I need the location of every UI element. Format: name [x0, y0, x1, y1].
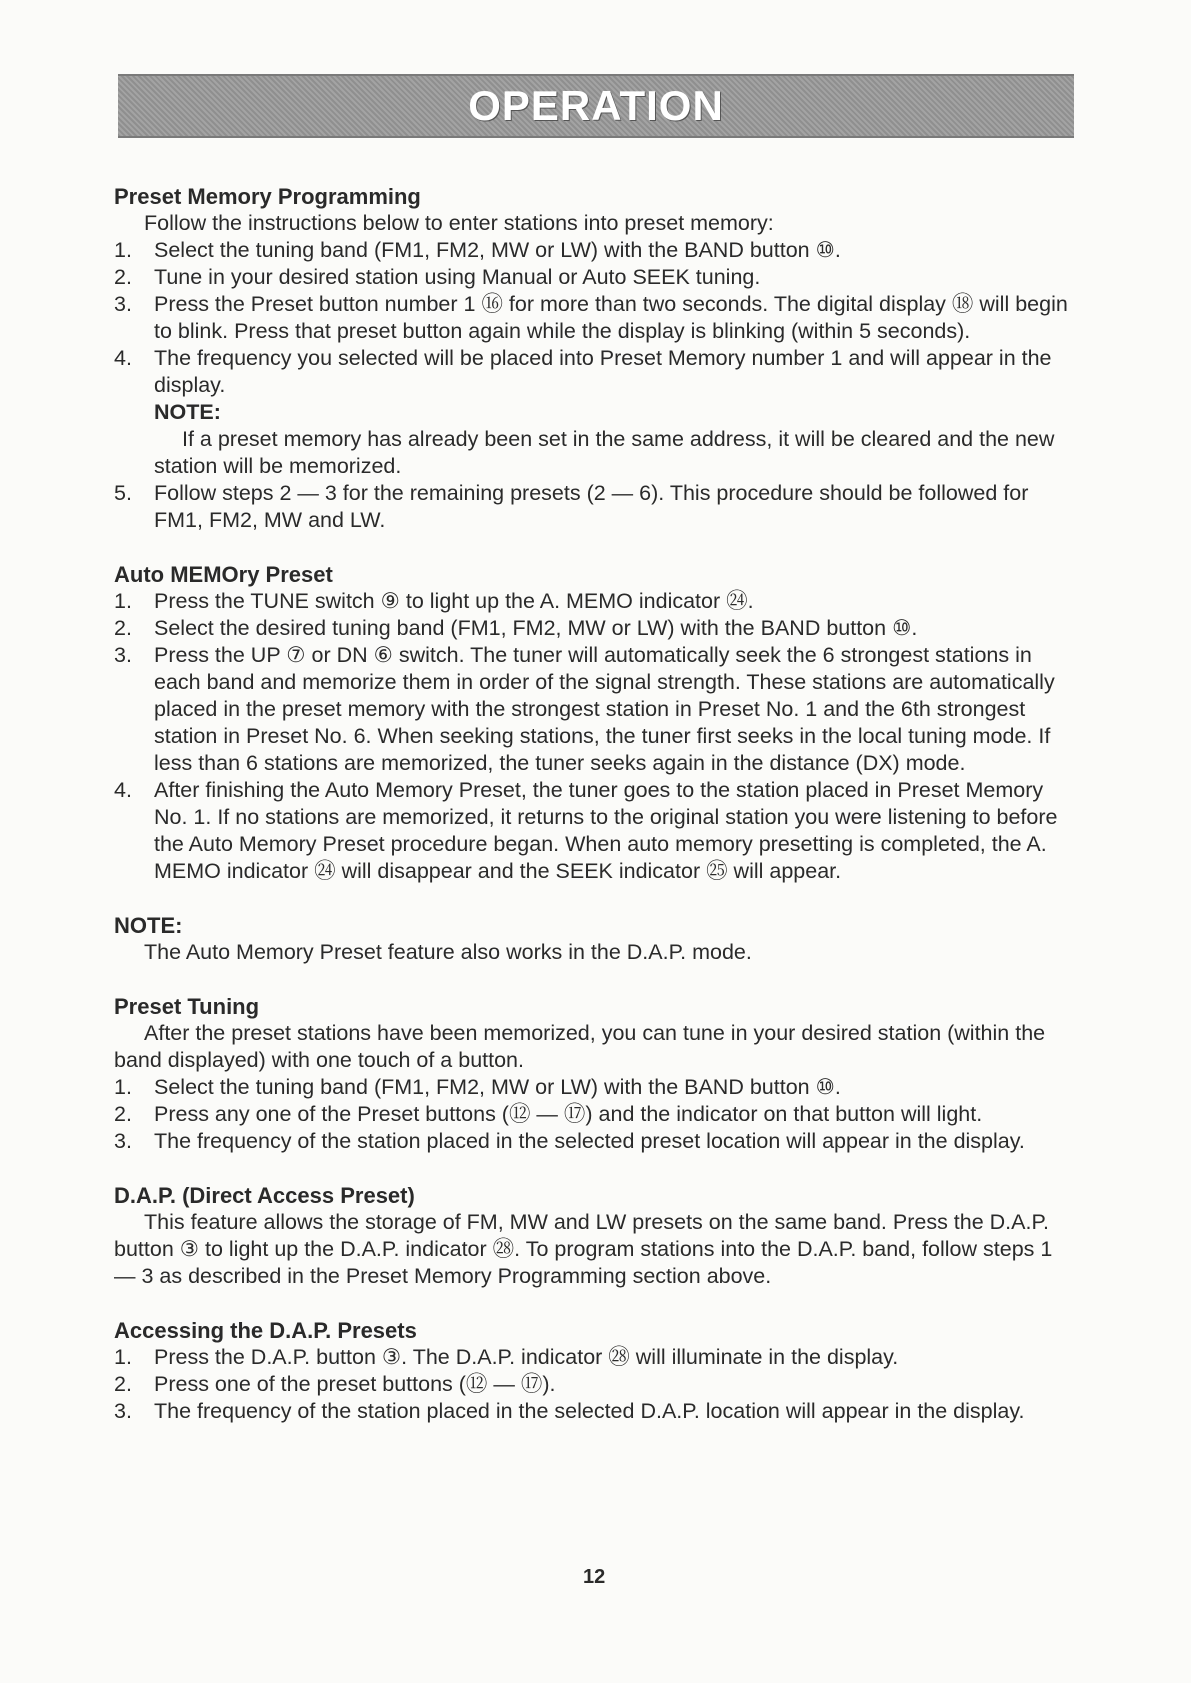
list-item: 4. After finishing the Auto Memory Preset, the tuner goes to the station placed in Preset Memory No. 1. If no stations are memorized, it returns to the original station you were listening to before the Auto Memory Preset procedure began. When auto memory presetting is completed, the A. MEMO indicator ㉔ will disappear and the SEEK indicator ㉕ will appear. — [114, 778, 1058, 883]
section-auto-memory-preset — [114, 561, 1074, 885]
section-heading: Preset Memory Programming — [114, 184, 421, 209]
step-text: Select the tuning band (FM1, FM2, MW or LW) with the BAND button ⑩. — [154, 238, 841, 262]
list-item: 1. Select the tuning band (FM1, FM2, MW or LW) with the BAND button ⑩. — [114, 238, 841, 262]
step-text: Press the D.A.P. button ③. The D.A.P. indicator ㉘ will illuminate in the display. — [154, 1345, 899, 1369]
step-text: Press one of the preset buttons (⑫ — ⑰). — [154, 1372, 556, 1396]
list-item: 1. Press the TUNE switch ⑨ to light up the A. MEMO indicator ㉔. — [114, 589, 754, 613]
section-note — [114, 912, 1074, 966]
list-item: 3. The frequency of the station placed in the selected D.A.P. location will appear in the display. — [114, 1399, 1025, 1423]
section-intro: After the preset stations have been memorized, you can tune in your desired station (within the band displayed) with one touch of a button. — [114, 1021, 1046, 1072]
section-intro: Follow the instructions below to enter stations into preset memory: — [144, 211, 774, 235]
section-text: This feature allows the storage of FM, MW and LW presets on the same band. Press the D.A.P. button ③ to light up the D.A.P. indicator ㉘. To program stations into the D.A.P. band, follow steps 1 — 3 as described in the Preset Memory Programming section above. — [114, 1210, 1053, 1288]
page-title: OPERATION — [468, 82, 724, 129]
section-preset-tuning — [114, 993, 1074, 1155]
note-label: NOTE: — [154, 400, 221, 424]
step-text: Select the desired tuning band (FM1, FM2, MW or LW) with the BAND button ⑩. — [154, 616, 918, 640]
list-item: 4. The frequency you selected will be placed into Preset Memory number 1 and will appear in the display. NOTE: If a preset memory has already been set in the same address, it will be cleared and the new station will be memorized. — [114, 345, 1074, 480]
step-text: Press the UP ⑦ or DN ⑥ switch. The tuner will automatically seek the 6 strongest stations in each band and memorize them in order of the signal strength. These stations are automatically placed in the preset memory with the strongest station in Preset No. 1 and the 6th strongest station in Preset No. 6. When seeking stations, the tuner first seeks in the local tuning mode. If less than 6 stations are memorized, the tuner seeks again in the distance (DX) mode. — [154, 643, 1055, 775]
note-heading: NOTE: — [114, 913, 183, 938]
list-item: 1. Press the D.A.P. button ③. The D.A.P. indicator ㉘ will illuminate in the display. — [114, 1345, 899, 1369]
header-banner — [118, 74, 1074, 138]
list-item: 2. Tune in your desired station using Manual or Auto SEEK tuning. — [114, 265, 761, 289]
note-text: The Auto Memory Preset feature also works in the D.A.P. mode. — [144, 940, 752, 964]
list-item: 2. Press any one of the Preset buttons (⑫ — ⑰) and the indicator on that button will light. — [114, 1102, 983, 1126]
section-heading: Accessing the D.A.P. Presets — [114, 1318, 417, 1343]
section-accessing-dap — [114, 1317, 1074, 1425]
step-list — [114, 1344, 1074, 1425]
step-text: Follow steps 2 — 3 for the remaining presets (2 — 6). This procedure should be followed for FM1, FM2, MW and LW. — [154, 481, 1029, 532]
step-text: The frequency of the station placed in the selected D.A.P. location will appear in the display. — [154, 1399, 1025, 1423]
section-heading: Auto MEMOry Preset — [114, 562, 333, 587]
list-item: 3. Press the UP ⑦ or DN ⑥ switch. The tuner will automatically seek the 6 strongest stations in each band and memorize them in order of the signal strength. These stations are automatically placed in the preset memory with the strongest station in Preset No. 1 and the 6th strongest station in Preset No. 6. When seeking stations, the tuner first seeks in the local tuning mode. If less than 6 stations are memorized, the tuner seeks again in the distance (DX) mode. — [114, 643, 1055, 775]
list-item: 2. Press one of the preset buttons (⑫ — ⑰). — [114, 1372, 556, 1396]
step-text: The frequency you selected will be placed into Preset Memory number 1 and will appear in the display. — [154, 346, 1052, 397]
step-text: After finishing the Auto Memory Preset, the tuner goes to the station placed in Preset Memory No. 1. If no stations are memorized, it returns to the original station you were listening to before the Auto Memory Preset procedure began. When auto memory presetting is completed, the A. MEMO indicator ㉔ will disappear and the SEEK indicator ㉕ will appear. — [154, 778, 1058, 883]
step-list — [114, 237, 1074, 534]
step-list — [114, 1074, 1074, 1155]
step-text: Press the Preset button number 1 ⑯ for more than two seconds. The digital display ⑱ will begin to blink. Press that preset button again while the display is blinking (within 5 seconds). — [154, 292, 1068, 343]
step-text: Press any one of the Preset buttons (⑫ — ⑰) and the indicator on that button will light. — [154, 1102, 983, 1126]
list-item: 2. Select the desired tuning band (FM1, FM2, MW or LW) with the BAND button ⑩. — [114, 616, 918, 640]
section-preset-memory-programming — [114, 183, 1074, 534]
step-list — [114, 588, 1074, 885]
step-text: The frequency of the station placed in the selected preset location will appear in the display. — [154, 1129, 1025, 1153]
section-heading: Preset Tuning — [114, 994, 260, 1019]
list-item: 5. Follow steps 2 — 3 for the remaining presets (2 — 6). This procedure should be followed for FM1, FM2, MW and LW. — [114, 481, 1029, 532]
step-text: Tune in your desired station using Manual or Auto SEEK tuning. — [154, 265, 761, 289]
page-number: 12 — [583, 1566, 606, 1588]
list-item: 1. Select the tuning band (FM1, FM2, MW or LW) with the BAND button ⑩. — [114, 1075, 841, 1099]
note-text: If a preset memory has already been set in the same address, it will be cleared and the new station will be memorized. — [154, 427, 1055, 478]
section-heading: D.A.P. (Direct Access Preset) — [114, 1183, 415, 1208]
list-item: 3. The frequency of the station placed in the selected preset location will appear in the display. — [114, 1129, 1025, 1153]
manual-content — [114, 183, 1074, 1446]
list-item: 3. Press the Preset button number 1 ⑯ for more than two seconds. The digital display ⑱ will begin to blink. Press that preset button again while the display is blinking (within 5 seconds). — [114, 292, 1068, 343]
section-dap — [114, 1182, 1074, 1290]
step-text: Press the TUNE switch ⑨ to light up the A. MEMO indicator ㉔. — [154, 589, 754, 613]
step-text: Select the tuning band (FM1, FM2, MW or LW) with the BAND button ⑩. — [154, 1075, 841, 1099]
